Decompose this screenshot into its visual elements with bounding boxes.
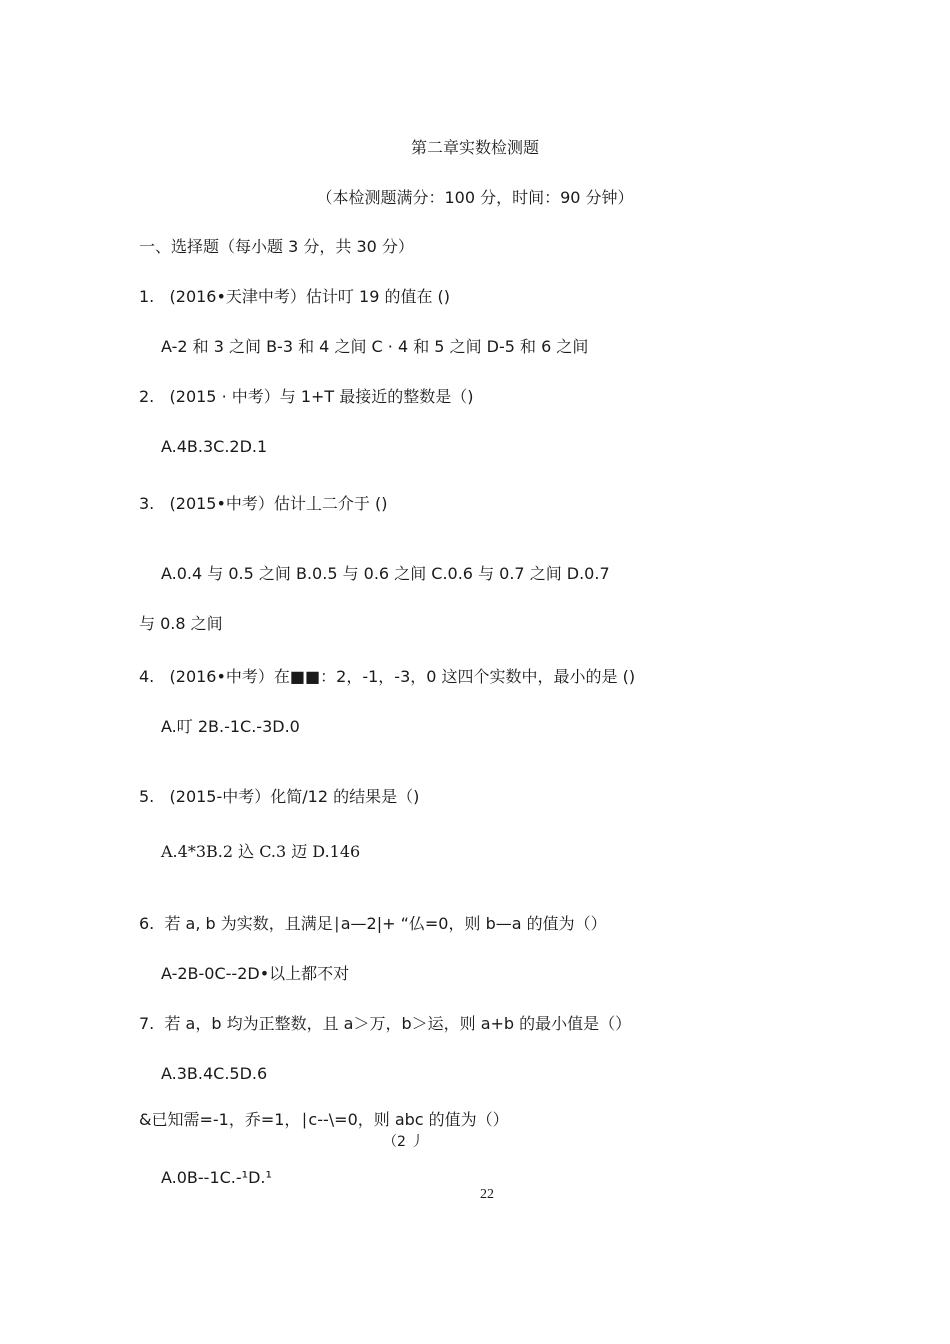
question-8: &已知需=-1，乔=1，∣c--\=0，则 abc 的值为（）: [139, 1110, 509, 1129]
question-3: 3. (2015•中考）估计丄二介于 (): [139, 494, 388, 513]
question-3-options: A.0.4 与 0.5 之间 B.0.5 与 0.6 之间 C.0.6 与 0.7 之间 D.0.7: [161, 564, 610, 583]
question-7: 7. 若 a，b 均为正整数，且 a＞万，b＞运，则 a+b 的最小值是（）: [139, 1014, 632, 1033]
question-6: 6. 若 a, b 为实数，且满足∣a—2|+ “仏=0，则 b—a 的值为（）: [139, 914, 607, 933]
exam-info: （本检测题满分：100 分，时间：90 分钟）: [316, 188, 634, 207]
section-heading: 一、选择题（每小题 3 分，共 30 分）: [139, 237, 414, 256]
question-2-options: A.4B.3C.2D.1: [161, 437, 268, 456]
question-4: 4. (2016•中考）在■■：2，-1，-3，0 这四个实数中，最小的是 (): [139, 667, 636, 686]
question-4-options: A.叮 2B.-1C.-3D.0: [161, 717, 300, 736]
question-8-fraction-hint: （2 丿: [383, 1134, 425, 1150]
question-6-options: A-2B-0C--2D•以上都不对: [161, 964, 350, 983]
question-1: 1. (2016•天津中考）估计叮 19 的值在 (): [139, 287, 451, 306]
question-5-options: A.4*3B.2 込 C.3 迈 D.146: [161, 842, 361, 861]
question-3-options-continued: 与 0.8 之间: [139, 614, 223, 633]
question-1-options: A-2 和 3 之间 B-3 和 4 之间 C · 4 和 5 之间 D-5 和 6 之间: [161, 337, 589, 356]
question-7-options: A.3B.4C.5D.6: [161, 1064, 268, 1083]
question-2: 2. (2015 · 中考）与 1+T 最接近的整数是（): [139, 387, 474, 406]
page-title: 第二章实数检测题: [410, 138, 539, 157]
question-5: 5. (2015-中考）化简/12 的结果是（): [139, 787, 420, 806]
question-8-options: A.0B--1C.-¹D.¹: [161, 1168, 272, 1187]
page-number: 22: [480, 1187, 494, 1202]
